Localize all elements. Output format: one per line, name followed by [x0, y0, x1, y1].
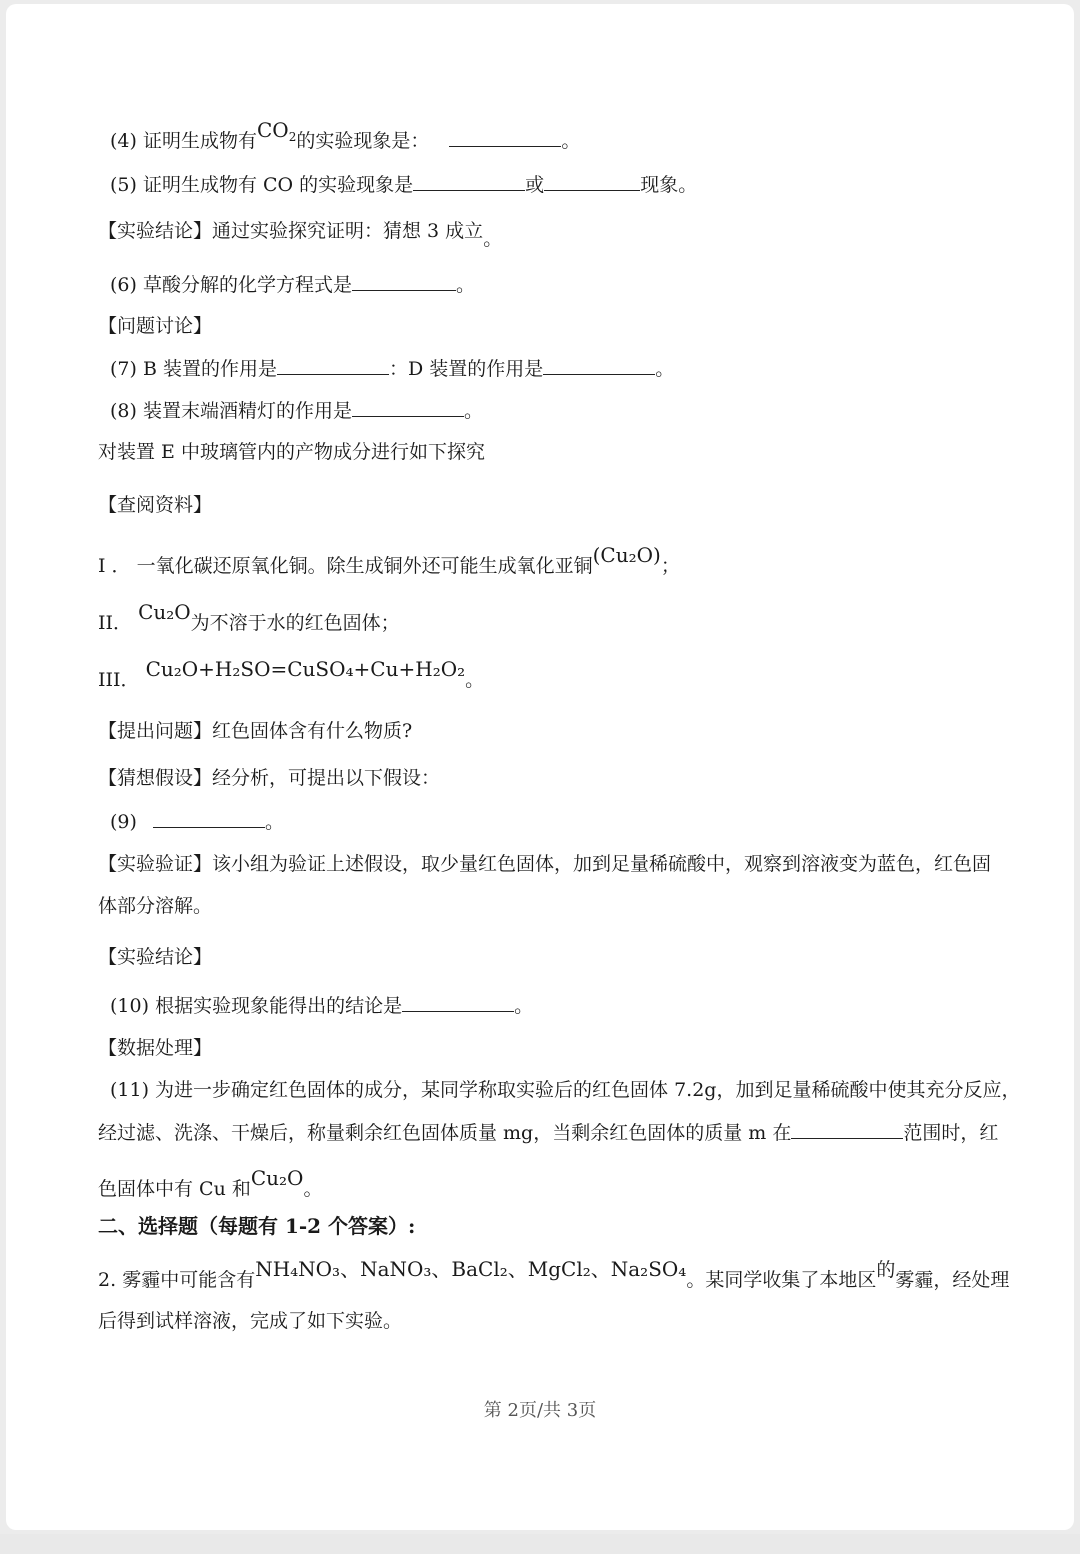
answer-blank-5a[interactable] [413, 172, 525, 191]
discussion-heading: 【问题讨论】 [98, 315, 213, 337]
reference-item-1: I ． 一氧化碳还原氧化铜。除生成铜外还可能生成氧化亚铜(Cu₂O)； [98, 543, 680, 577]
answer-blank-11[interactable] [791, 1120, 903, 1139]
conclusion-2-heading: 【实验结论】 [98, 946, 213, 968]
hypothesis: 【猜想假设】经分析，可提出以下假设： [98, 767, 441, 789]
conclusion-1: 【实验结论】通过实验探究证明：猜想 3 成立。 [98, 220, 503, 250]
question-2-line-1: 2. 雾霾中可能含有NH₄NO₃、NaNO₃、BaCl₂、MgCl₂、Na₂SO₄。某同学收集了本地区的雾霾，经处理 [98, 1257, 1010, 1291]
answer-blank-9[interactable] [153, 809, 265, 828]
question-4: (4) 证明生成物有$CO_2$的实验现象是： 。 [110, 118, 581, 152]
page-gap [0, 1534, 1080, 1554]
verification-line-2: 体部分溶解。 [98, 895, 213, 917]
reference-item-3: III． Cu₂O+H₂SO=CuSO₄+Cu+H₂O₂。 [98, 657, 485, 691]
page-number: 第 2页/共 3页 [483, 1400, 597, 1421]
raise-question: 【提出问题】红色固体含有什么物质? [98, 720, 413, 742]
answer-blank-7a[interactable] [277, 356, 389, 375]
question-8: (8) 装置末端酒精灯的作用是 。 [110, 400, 483, 422]
reference-item-2: II． Cu₂O为不溶于水的红色固体； [98, 600, 400, 634]
question-11-line-2: 经过滤、洗涤、干燥后，称量剩余红色固体质量 mg，当剩余红色固体的质量 m 在 范围时，红 [98, 1122, 999, 1144]
question-10: (10) 根据实验现象能得出的结论是 。 [110, 995, 534, 1017]
question-2-line-2: 后得到试样溶液，完成了如下实验。 [98, 1310, 403, 1332]
verification-line-1: 【实验验证】该小组为验证上述假设，取少量红色固体，加到足量稀硫酸中，观察到溶液变为蓝色，红色固 [98, 853, 992, 875]
question-11-line-1: (11) 为进一步确定红色固体的成分，某同学称取实验后的红色固体 7.2g，加到足量稀硫酸中使其充分反应， [110, 1079, 1021, 1101]
answer-blank-7b[interactable] [543, 356, 655, 375]
answer-blank-5b[interactable] [544, 172, 640, 191]
data-processing-heading: 【数据处理】 [98, 1037, 213, 1059]
section-2-heading: 二、选择题（每题有 1-2 个答案）: [98, 1214, 416, 1238]
question-7: (7) B 装置的作用是 ：D 装置的作用是 。 [110, 358, 675, 380]
question-6: (6) 草酸分解的化学方程式是 。 [110, 274, 475, 296]
investigation-intro: 对装置 E 中玻璃管内的产物成分进行如下探究 [98, 441, 485, 463]
question-11-line-3: 色固体中有 Cu 和Cu₂O。 [98, 1166, 323, 1200]
answer-blank-8[interactable] [352, 398, 464, 417]
answer-blank-4[interactable] [449, 128, 561, 147]
answer-blank-10[interactable] [402, 993, 514, 1012]
question-9: (9) 。 [110, 811, 284, 833]
answer-blank-6[interactable] [352, 272, 456, 291]
question-5: (5) 证明生成物有 CO 的实验现象是 或 现象。 [110, 174, 698, 196]
reference-heading: 【查阅资料】 [98, 494, 213, 516]
